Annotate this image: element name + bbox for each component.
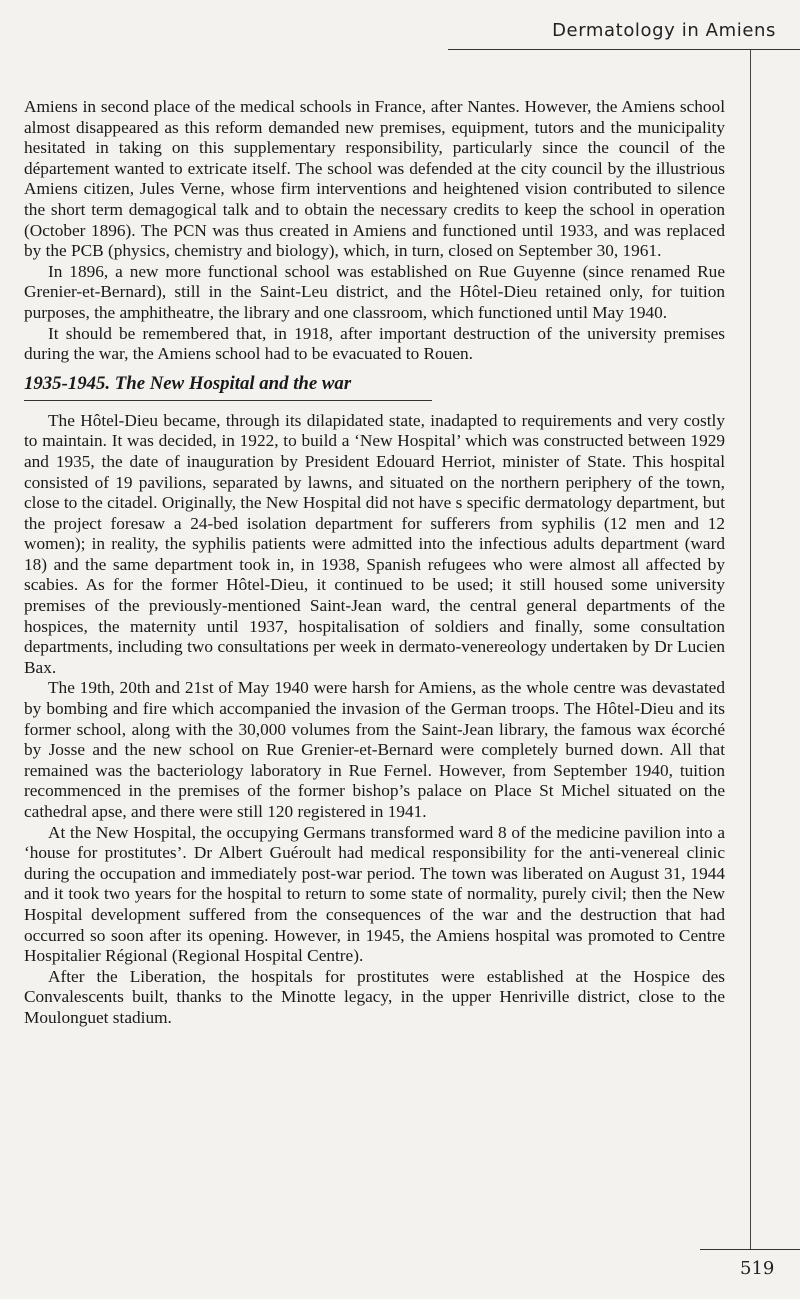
page-number: 519 <box>740 1258 775 1279</box>
paragraph: At the New Hospital, the occupying Germans transformed ward 8 of the medicine pavilion into a ‘house for prostitutes’. Dr Albert Guéroult had medical responsibility for the anti-venereal clinic during the occupation and immediately post-war period. The town was liberated on August 31, 1944 and it took two years for the hospital to return to some state of normality, purely civil; then the New Hospital development suffered from the consequences of the war and the destruction that had occurred so soon after its opening. However, in 1945, the Amiens hospital was promoted to Centre Hospitalier Régional (Regional Hospital Centre). <box>24 822 725 966</box>
paragraph: After the Liberation, the hospitals for prostitutes were established at the Hospice des Convalescents built, thanks to the Minotte legacy, in the upper Henriville district, close to the Moulonguet stadium. <box>24 966 725 1027</box>
margin-rule <box>750 49 751 1249</box>
body-text <box>24 97 725 1029</box>
section-heading: 1935-1945. The New Hospital and the war <box>24 368 432 401</box>
paragraph: It should be remembered that, in 1918, after important destruction of the university premises during the war, the Amiens school had to be evacuated to Rouen. <box>24 323 725 364</box>
paragraph: In 1896, a new more functional school was established on Rue Guyenne (since renamed Rue Grenier-et-Bernard), still in the Saint-Leu district, and the Hôtel-Dieu retained only, for tuition purposes, the amphitheatre, the library and one classroom, which functioned until May 1940. <box>24 261 725 322</box>
paragraph: The Hôtel-Dieu became, through its dilapidated state, inadapted to requirements and very costly to maintain. It was decided, in 1922, to build a ‘New Hospital’ which was constructed between 1929 and 1935, the date of inauguration by President Edouard Herriot, minister of State. This hospital consisted of 19 pavilions, separated by lawns, and situated on the northern periphery of the town, close to the citadel. Originally, the New Hospital did not have s specific dermatology department, but the project foresaw a 24-bed isolation department for sufferers from syphilis (12 men and 12 women); in reality, the syphilis patients were admitted into the infectious adults department (ward 18) and the same department took in, in 1938, Spanish refugees who were almost all affected by scabies. As for the former Hôtel-Dieu, it continued to be used; it still housed some university premises of the previously-mentioned Saint-Jean ward, the central general departments of the hospices, the maternity until 1937, hospitalisation of soldiers and finally, some consultation departments, including two consultations per week in dermato-venereology undertaken by Dr Lucien Bax. <box>24 410 725 677</box>
running-head: Dermatology in Amiens <box>552 20 776 41</box>
header-rule <box>448 49 800 50</box>
paragraph: Amiens in second place of the medical schools in France, after Nantes. However, the Amiens school almost disappeared as this reform demanded new premises, equipment, tutors and the municipality hesitated in taking on this supplementary responsibility, particularly since the council of the département wanted to extricate itself. The school was defended at the city council by the illustrious Amiens citizen, Jules Verne, whose firm interventions and heightened vision contributed to silence the short term demagogical talk and to obtain the necessary credits to keep the school in operation (October 1896). The PCN was thus created in Amiens and functioned until 1933, and was replaced by the PCB (physics, chemistry and biology), which, in turn, closed on September 30, 1961. <box>24 97 725 261</box>
footer-rule <box>700 1249 800 1250</box>
paragraph: The 19th, 20th and 21st of May 1940 were harsh for Amiens, as the whole centre was devastated by bombing and fire which accompanied the invasion of the German troops. The Hôtel-Dieu and its former school, along with the 30,000 volumes from the Saint-Jean library, the famous wax écorché by Josse and the new school on Rue Grenier-et-Bernard were completely burned down. All that remained was the bacteriology laboratory in Rue Fernel. However, from September 1940, tuition recommenced in the premises of the former bishop’s palace on Place St Michel situated on the cathedral apse, and there were still 120 registered in 1941. <box>24 678 725 821</box>
